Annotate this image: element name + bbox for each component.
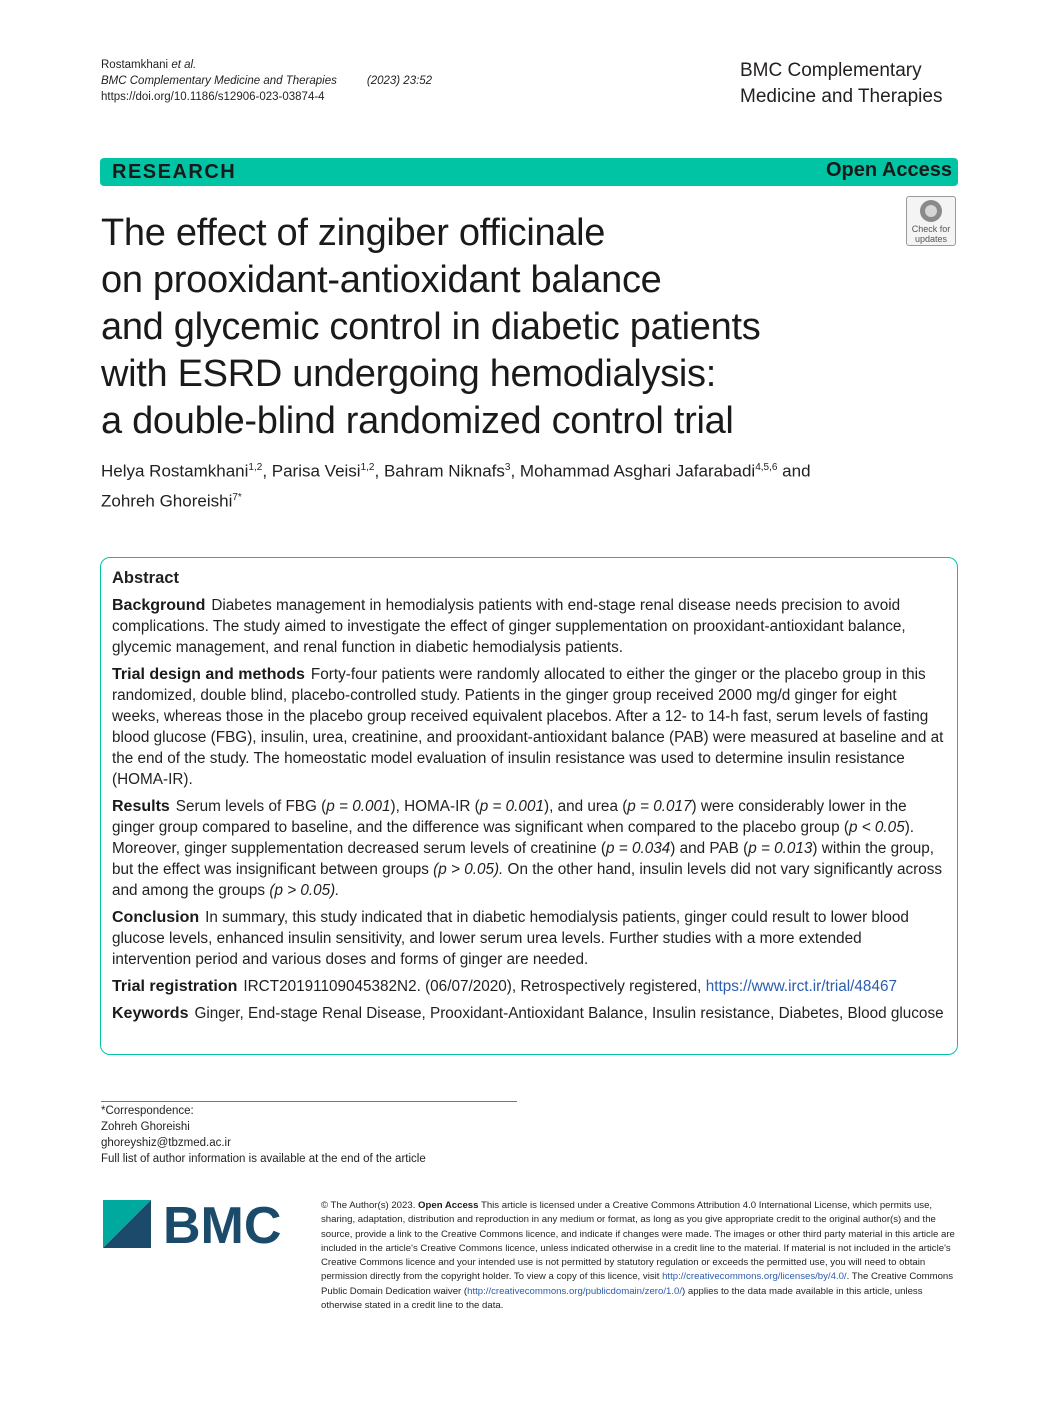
open-access-label: Open Access [826,159,952,181]
bmc-logo [101,1198,296,1250]
doi-link[interactable]: https://doi.org/10.1186/s12906-023-03874-4 [101,91,325,103]
cc-zero-link[interactable]: http://creativecommons.org/publicdomain/zero/1.0/ [467,1285,683,1297]
abstract-conclusion: Conclusion In summary, this study indicated that in diabetic hemodialysis patients, ginger could result to lower blood glucose levels, enhanced insulin sensitivity, and lower serum urea levels. Further studies with a more extended intervention period and various doses and forms of ginger are needed. [112,909,909,968]
abstract-heading: Abstract [112,569,179,587]
article-type-label: RESEARCH [112,161,237,183]
author-name[interactable]: Bahram Niknafs [383,461,505,481]
author-name[interactable]: Helya Rostamkhani [101,461,249,481]
abstract-keywords: Keywords Ginger, End-stage Renal Disease, Prooxidant-Antioxidant Balance, Insulin resistance, Diabetes, Blood glucose [112,1005,944,1022]
citation-block [101,57,432,105]
license-statement: © The Author(s) 2023. Open Access This article is licensed under a Creative Commons Attribution 4.0 International License, which permits use, sharing, adaptation, distribution and reproduction in any medium or format, as long as you give appropriate credit to the original author(s) and the source, provide a link to the Creative Commons licence, and indicate if changes were made. The images or other third party material in this article are included in the article's Creative Commons licence, unless indicated otherwise in a credit line to the material. If material is not included in the article's Creative Commons licence and your intended use is not permitted by statutory regulation or exceeds the permitted use, you will need to obtain permission directly from the copyright holder. To view a copy of this licence, visit http://creativecommons.org/licenses/by/4.0/. The Creative Commons Public Domain Dedication waiver (http://creativecommons.org/publicdomain/zero/1.0/) applies to the data made available in this article, unless otherwise stated in a credit line to the data. [321,1200,955,1312]
author-name[interactable]: Mohammad Asghari Jafarabadi [519,461,756,481]
trial-registry-link[interactable]: https://www.irct.ir/trial/48467 [705,978,897,995]
check-for-updates-badge[interactable]: Check for updates [906,196,956,246]
abstract-methods: Trial design and methods Forty-four patients were randomly allocated to either the ginger or the placebo group in this randomized, double blind, placebo-controlled study. Patients in the ginger group received 2000 mg/d ginger for eight weeks, whereas those in the placebo group received equivalent placebos. After a 12- to 14-h fast, serum levels of fasting blood glucose (FBG), insulin, urea, creatinine, and prooxidant-antioxidant balance (PAB) were measured at baseline and at the end of the study. The homeostatic model evaluation of insulin resistance was used to determine insulin resistance (HOMA-IR). [112,666,944,788]
article-title: The effect of zingiber officinale on prooxidant-antioxidant balance and glycemic control in diabetic patients with ESRD undergoing hemodialysis: a double-blind randomized control trial [101,212,761,442]
journal-name: BMC Complementary Medicine and Therapies [740,60,943,107]
svg-text:BMC: BMC [163,1198,282,1250]
abstract-box [100,557,958,1055]
author-name[interactable]: Zohreh Ghoreishi [101,491,233,511]
abstract-background: Background Diabetes management in hemodialysis patients with end-stage renal disease needs precision to avoid complications. The study aimed to investigate the effect of ginger supplementation on prooxidant-antioxidant balance, glycemic management, and renal function in diabetic hemodialysis patients. [112,597,906,656]
section-bar [100,158,958,186]
citation-journal: BMC Complementary Medicine and Therapies (2023) 23:52 [101,75,433,87]
abstract-trial-registration: Trial registration IRCT20191109045382N2. (06/07/2020), Retrospectively registered, https://www.irct.ir/trial/48467 [112,978,897,995]
cc-by-link[interactable]: http://creativecommons.org/licenses/by/4.0/ [662,1271,847,1283]
abstract-results: Results Serum levels of FBG (p = 0.001), HOMA-IR (p = 0.001), and urea (p = 0.017) were considerably lower in the ginger group compared to baseline, and the difference was significant when compared to the placebo group (p < 0.05). Moreover, ginger supplementation decreased serum levels of creatinine (p = 0.034) and PAB (p = 0.013) within the group, but the effect was insignificant between groups (p > 0.05). On the other hand, insulin levels did not vary significantly across and among the groups (p > 0.05). [112,798,943,899]
correspondence-footnote: *Correspondence: Zohreh Ghoreishi ghoreyshiz@tbzmed.ac.ir Full list of author information is available at the end of the article [101,1105,426,1165]
footnote-divider [101,1101,517,1102]
check-for-updates-icon [920,200,942,222]
author-list: Helya Rostamkhani$^{1,2}$, Parisa Veisi$^{1,2}$, Bahram Niknafs$^3$, Mohammad Asghari Jafarabadi$^{4,5,6}$ and Zohreh Ghoreishi$^{7*}$ [101,461,811,511]
correspondence-email[interactable]: ghoreyshiz@tbzmed.ac.ir [101,1137,231,1149]
author-name[interactable]: Parisa Veisi [271,461,361,481]
citation-authors: Rostamkhani et al. [101,59,197,71]
